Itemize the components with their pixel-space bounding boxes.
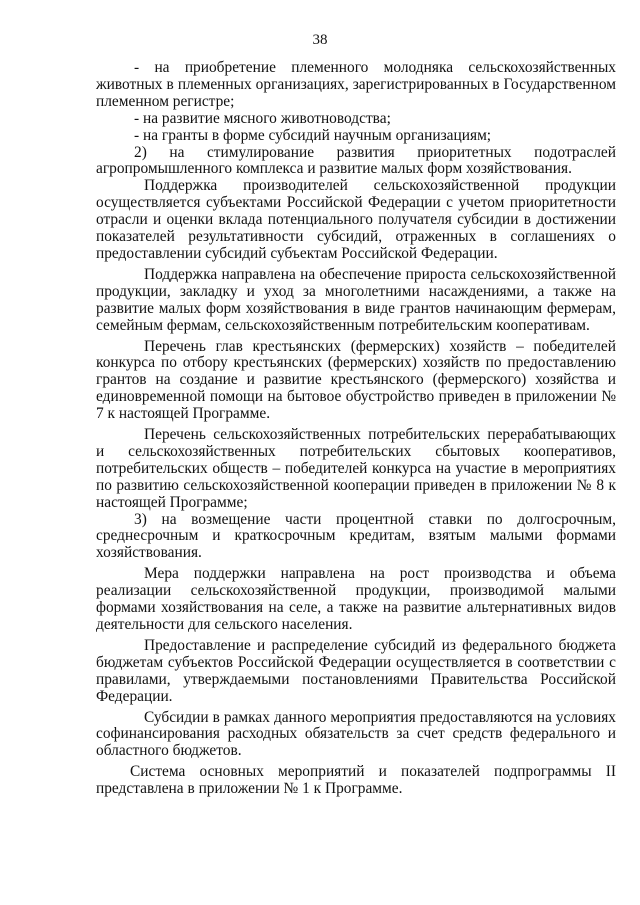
paragraph: 3) на возмещение части процентной ставки по долгосрочным, среднесрочным и краткосрочным кредитам, взятым малыми формами хозяйствования. — [96, 510, 616, 562]
paragraph: Поддержка направлена на обеспечение прироста сельскохозяйственной продукции, закладку и уход за многолетними насаждениями, а также на развитие малых форм хозяйствования в виде грантов начинающим фермерам, семейным фермам, сельскохозяйственным потребительским кооперативам. — [96, 265, 616, 334]
paragraph: - на приобретение племенного молодняка сельскохозяйственных животных в племенных организациях, зарегистрированных в Государственном племенном регистре; — [96, 59, 616, 110]
paragraph: Предоставление и распределение субсидий из федерального бюджета бюджетам субъектов Российской Федерации осуществляется в соответствии с правилами, утверждаемыми постановлениями Правительства Российской Федерации. — [96, 636, 616, 705]
paragraph: - на развитие мясного животноводства; — [134, 109, 391, 127]
paragraph: Мера поддержки направлена на рост производства и объема реализации сельскохозяйственной продукции, производимой малыми формами хозяйствования на селе, а также на развитие альтернативных видов деятельности для сельского населения. — [96, 565, 616, 633]
paragraph: Поддержка производителей сельскохозяйственной продукции осуществляется субъектами Российской Федерации с учетом приоритетности отрасли и оценки вклада потенциального получателя субсидии в достижении показателей результативности субсидий, отраженных в соглашениях о предоставлении субсидий субъектам Российской Федерации. — [96, 177, 616, 262]
paragraph: Перечень глав крестьянских (фермерских) хозяйств – победителей конкурса по отбору крестьянских (фермерских) хозяйств по предоставлению грантов на создание и развитие крестьянского (фермерского) хозяйства и единовременной помощи на бытовое обустройство приведен в приложении № 7 к настоящей Программе. — [96, 337, 616, 423]
paragraph: Перечень сельскохозяйственных потребительских перерабатывающих и сельскохозяйственных потребительских сбытовых кооперативов, потребительских обществ – победителей конкурса на участие в мероприятиях по развитию сельскохозяйственной кооперации приведен в приложении № 8 к настоящей Программе; — [96, 426, 616, 511]
paragraph: Субсидии в рамках данного мероприятия предоставляются на условиях софинансирования расходных обязательств за счет средств федерального и областного бюджетов. — [96, 708, 616, 760]
document-body — [96, 60, 616, 798]
paragraph: Система основных мероприятий и показателей подпрограммы II представлена в приложении № 1 к Программе. — [96, 763, 616, 798]
paragraph: - на гранты в форме субсидий научным организациям; — [134, 126, 492, 144]
page-number: 38 — [312, 32, 328, 48]
paragraph: 2) на стимулирование развития приоритетных подотраслей агропромышленного комплекса и развитие малых форм хозяйствования. — [96, 143, 616, 178]
